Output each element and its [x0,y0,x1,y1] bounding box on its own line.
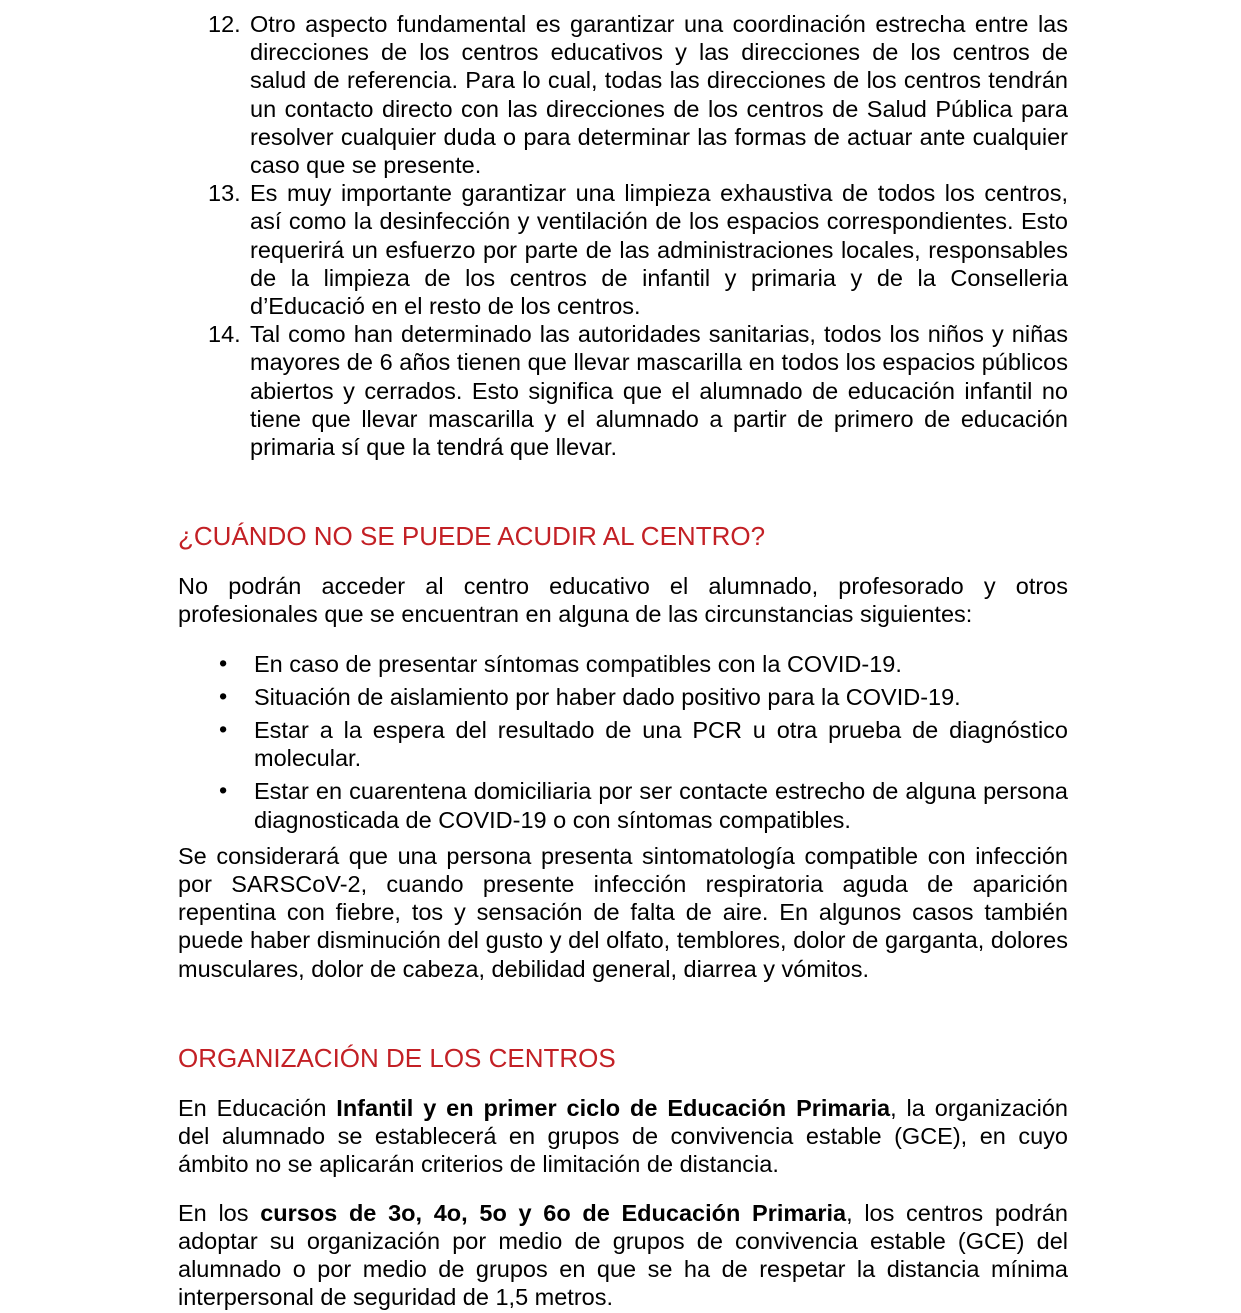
text-run: , los centros podrán adoptar su organización por medio de grupos de convivencia estable (GCE) del alumnado o por medio de grupos en que se ha de respetar la distancia mínima interpersonal de seguridad de 1,5 metros. [178,1199,1068,1311]
bullet-text: Estar en cuarentena domiciliaria por ser contacte estrecho de alguna persona diagnosticada de COVID-19 o con síntomas compatibles. [254,778,1068,833]
list-item-number: 13. [208,180,241,207]
bullet-text: Estar a la espera del resultado de una PCR u otra prueba de diagnóstico molecular. [254,717,1068,772]
bullet-icon: • [219,777,228,804]
bullet-item [178,683,1068,711]
list-item-12 [178,10,1068,179]
bullet-item [178,650,1068,678]
text-run: En Educación [178,1094,337,1121]
list-item-text: Es muy importante garantizar una limpieza exhaustiva de todos los centros, así como la desinfección y ventilación de los espacios correspondientes. Esto requerirá un esfuerzo por parte de las administraciones locales, responsables de la limpieza de los centros de infantil y primaria y de la Conselleria d’Educació en el resto de los centros. [250,180,1068,320]
text-run-bold: Infantil y en primer ciclo de Educación Primaria [336,1094,891,1121]
bullet-item [178,716,1068,772]
list-item-text: Tal como han determinado las autoridades sanitarias, todos los niños y niñas mayores de 6 años tienen que llevar mascarilla en todos los espacios públicos abiertos y cerrados. Esto significa que el alumnado de educación infantil no tiene que llevar mascarilla y el alumnado a partir de primero de educación primaria sí que la tendrá que llevar. [250,321,1068,461]
section-heading-cuando-no-acudir: ¿CUÁNDO NO SE PUEDE ACUDIR AL CENTRO? [178,521,766,552]
bullet-text: Situación de aislamiento por haber dado positivo para la COVID-19. [254,683,961,710]
bullet-item [178,777,1068,833]
list-item-text: Otro aspecto fundamental es garantizar una coordinación estrecha entre las direcciones de los centros educativos y las direcciones de los centros de salud de referencia. Para lo cual, todas las direcciones de los centros tendrán un contacto directo con las direcciones de los centros de Salud Pública para resolver cualquier duda o para determinar las formas de actuar ante cualquier caso que se presente. [250,11,1068,179]
paragraph-intro-circunstancias: No podrán acceder al centro educativo el alumnado, profesorado y otros profesionales que se encuentran en alguna de las circunstancias siguientes: [178,573,1068,628]
list-item-number: 14. [208,321,241,348]
paragraph-sintomatologia: Se considerará que una persona presenta sintomatología compatible con infección por SARSCoV-2, cuando presente infección respiratoria aguda de aparición repentina con fiebre, tos y sensación de falta de aire. En algunos casos también puede haber disminución del gusto y del olfato, temblores, dolor de garganta, dolores musculares, dolor de cabeza, debilidad general, diarrea y vómitos. [178,842,1068,982]
bullet-text: En caso de presentar síntomas compatibles con la COVID-19. [254,650,902,677]
list-item-13 [178,179,1068,320]
bullet-icon: • [219,716,228,743]
text-run: En los [178,1199,261,1226]
list-item-14 [178,320,1068,461]
text-run: , la organización del alumnado se establecerá en grupos de convivencia estable (GCE), en cuyo ámbito no se aplicarán criterios de limitación de distancia. [178,1094,1069,1178]
text-run-bold: cursos de 3o, 4o, 5o y 6o de Educación Primaria [260,1199,847,1226]
paragraph-organizacion-cursos [178,1199,1068,1312]
list-item-number: 12. [208,11,241,37]
numbered-list [178,10,1068,461]
bullet-icon: • [219,682,228,709]
section-heading-organizacion-centros: ORGANIZACIÓN DE LOS CENTROS [178,1042,616,1073]
bullet-list [178,650,1068,834]
paragraph-organizacion-infantil [178,1094,1068,1179]
bullet-icon: • [219,649,228,676]
